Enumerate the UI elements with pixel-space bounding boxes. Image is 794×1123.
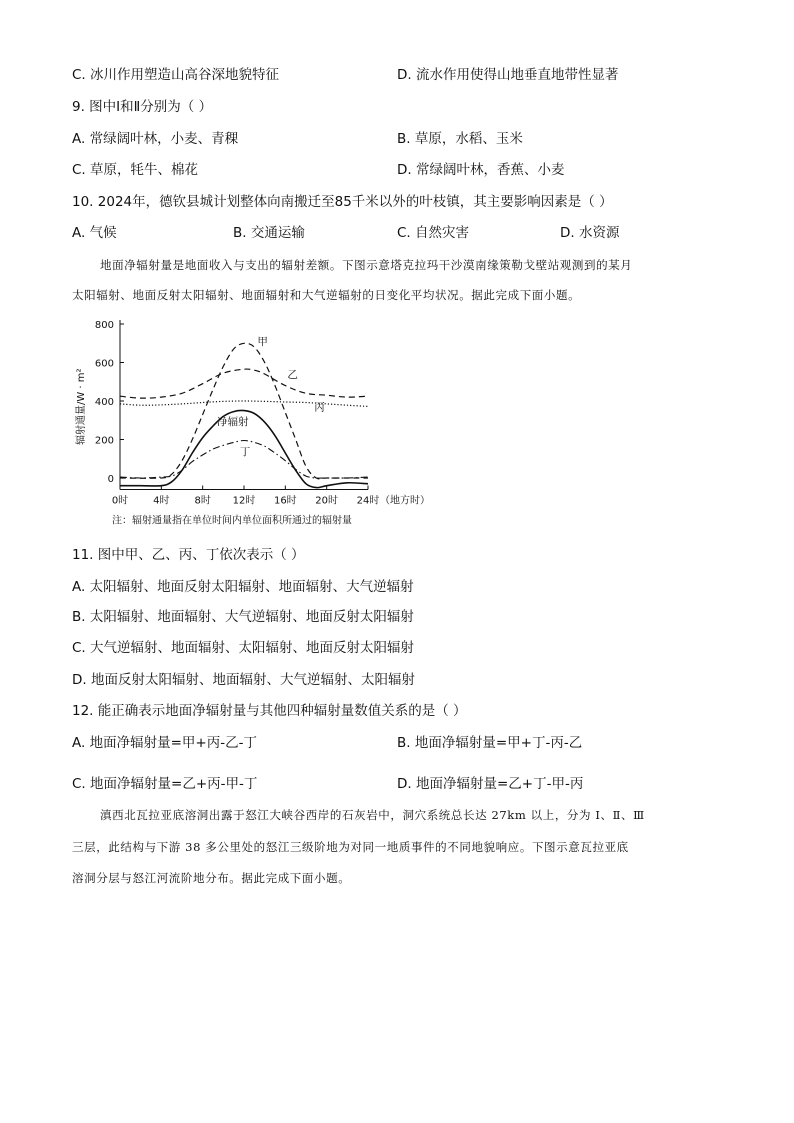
radiation-chart [70,312,450,540]
series-label-丙: 丙 [314,401,325,414]
q10-option-a: A. 气候 [72,225,117,241]
intro1-line2: 太阳辐射、地面反射太阳辐射、地面辐射和大气逆辐射的日变化平均状况。据此完成下面小题。 [72,288,581,302]
y-axis-label: 辐射通量/W · m² [76,368,87,446]
x-tick-label: 24时 [356,495,380,507]
intro2-line2: 三层，此结构与下游 38 多公里处的怒江三级阶地为对同一地质事件的不同地貌响应。下图示意瓦拉亚底 [72,840,629,854]
q9-option-b: B. 草原，水稻、玉米 [397,131,523,147]
y-tick-label: 800 [94,320,114,331]
x-tick-label: 12时 [232,495,256,507]
x-tick-label: 8时 [194,495,211,507]
q12-option-a: A. 地面净辐射量=甲+丙-乙-丁 [72,735,257,751]
x-tick-label: 20时 [315,495,339,507]
series-line-丙 [120,401,368,406]
series-label-甲: 甲 [257,336,268,349]
intro2-line1: 滇西北瓦拉亚底溶洞出露于怒江大峡谷西岸的石灰岩中，洞穴系统总长达 27km 以上，分为 Ⅰ、Ⅱ、Ⅲ [100,808,645,822]
y-tick-label: 0 [107,474,114,485]
q9-option-c: C. 草原，牦牛、棉花 [72,162,199,178]
q11-option-a: A. 太阳辐射、地面反射太阳辐射、地面辐射、大气逆辐射 [72,579,414,595]
y-tick-label: 400 [94,397,114,408]
q9-stem: 9. 图中Ⅰ和Ⅱ分别为（ ） [72,99,213,115]
q10-option-b: B. 交通运输 [233,225,305,241]
x-tick-label: 0时 [111,495,129,507]
q10-stem: 10. 2024年，德钦县城计划整体向南搬迁至85千米以外的叶枝镇，其主要影响因素是（ ） [72,194,613,210]
series-label-乙: 乙 [287,368,298,381]
series-label-净辐射: 净辐射 [217,416,249,429]
q10-option-c: C. 自然灾害 [397,225,470,241]
q11-option-b: B. 太阳辐射、地面辐射、大气逆辐射、地面反射太阳辐射 [72,609,414,625]
q11-stem: 11. 图中甲、乙、丙、丁依次表示（ ） [72,547,305,563]
q9-option-d: D. 常绿阔叶林，香蕉、小麦 [397,162,565,178]
intro2-line3: 溶洞分层与怒江河流阶地分布。据此完成下面小题。 [72,871,351,885]
series-label-丁: 丁 [239,445,251,458]
series-line-乙 [120,369,368,398]
q12-option-c: C. 地面净辐射量=乙+丙-甲-丁 [72,776,258,792]
x-axis-label: （地方时） [380,495,430,507]
q8-option-c: C. 冰川作用塑造山高谷深地貌特征 [72,67,280,83]
q12-stem: 12. 能正确表示地面净辐射量与其他四种辐射量数值关系的是（ ） [72,703,467,719]
chart-note: 注：辐射通量指在单位时间内单位面积所通过的辐射量 [112,515,352,527]
x-tick-label: 16时 [273,495,297,507]
y-tick-label: 600 [94,358,114,370]
intro1-line1: 地面净辐射量是地面收入与支出的辐射差额。下图示意塔克拉玛干沙漠南缘策勒戈壁站观测到的某月 [100,258,633,272]
q12-option-b: B. 地面净辐射量=甲+丁-丙-乙 [397,735,583,751]
q8-option-d: D. 流水作用使得山地垂直地带性显著 [397,67,619,83]
q9-option-a: A. 常绿阔叶林，小麦、青稞 [72,131,239,147]
q12-option-d: D. 地面净辐射量=乙+丁-甲-丙 [397,776,584,792]
y-tick-label: 200 [94,435,114,447]
x-tick-label: 4时 [153,495,170,507]
q10-option-d: D. 水资源 [560,225,620,241]
q11-option-d: D. 地面反射太阳辐射、地面辐射、大气逆辐射、太阳辐射 [72,672,415,688]
q11-option-c: C. 大气逆辐射、地面辐射、太阳辐射、地面反射太阳辐射 [72,640,415,656]
